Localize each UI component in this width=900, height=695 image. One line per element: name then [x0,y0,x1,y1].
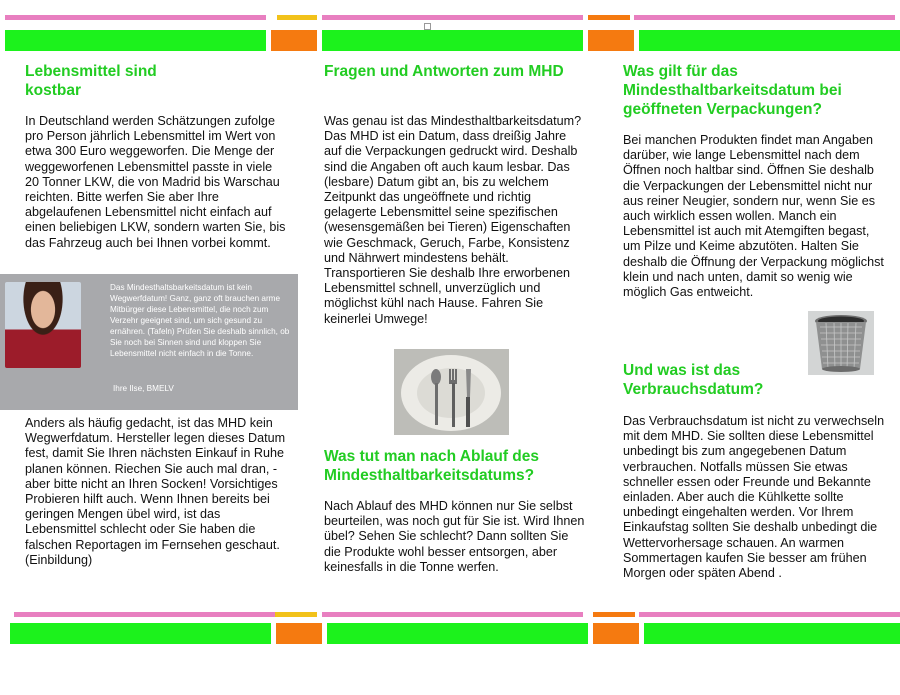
col3-heading-2: Und was ist das Verbrauchsdatum? [623,362,764,398]
bottom-pink-bar-3 [639,612,900,617]
bottom-orange-bar-2 [593,623,639,644]
top-pink-bar-2 [322,15,583,20]
bottom-green-bar-1 [10,623,271,644]
top-green-bar-3 [639,30,900,51]
top-green-bar-2 [322,30,583,51]
quote-box [0,274,298,410]
top-orange-bar-2 [588,30,634,51]
top-orange-bar-1 [271,30,317,51]
bottom-orange-bar-1 [276,623,322,644]
top-pink-bar-1 [5,15,266,20]
col2-paragraph-1: Was genau ist das Mindesthaltbarkeitsdatum? Das MHD ist ein Datum, dass dreißig Jahre auf die Verpackungen gedruckt wird. Deshalb sind die Angaben oft auch kaum lesbar. Das (lesbare) Datum gibt an, bis zu welchem Zeitpunkt das ungeöffnete und richtig gelagerte Lebensmittel seine spezifischen (wesensgemäßen bei Tieren) Eigenschaften wie Geschmack, Geruch, Farbe, Konsistenz und Nährwert mindestens behält. Transportieren Sie deshalb Ihre erworbenen Lebensmittel schnell, unverzüglich und möglichst kühl nach Hause. Fahren Sie keinerlei Umwege! [324,114,582,326]
bottom-yellow-bar-1 [275,612,317,617]
bottom-pink-bar-2 [322,612,583,617]
portrait-image [5,282,81,368]
plate-cutlery-icon [394,349,509,435]
top-orange-thin-bar [588,15,630,20]
bottom-pink-bar-1 [14,612,275,617]
col2-paragraph-2: Nach Ablauf des MHD können nur Sie selbst beurteilen, was noch gut für Sie ist. Wird Ihnen übel? Sehen Sie schlecht? Dann sollten Sie die Produkte wohl besser entsorgen, aber keinesfalls in die Tonne werfen. [324,499,585,574]
bottom-green-bar-2 [327,623,588,644]
bottom-orange-thin-bar [593,612,635,617]
quote-text: Das Mindesthaltsbarkeitsdatum ist kein Wegwerfdatum! Ganz, ganz oft brauchen arme Mitbürger diese Lebensmittel, die noch zum Verzehr geeignet sind, um sich gesund zu ernähren. (Tafeln) Prüfen Sie deshalb sinnlich, ob Sie noch bei Sinnen sind und kloppen Sie Lebensmittel nicht einfach in die Tonne. [110,283,290,358]
col3-paragraph-1: Bei manchen Produkten findet man Angaben darüber, wie lange Lebensmittel nach dem Öffnen noch haltbar sind. Öffnen Sie deshalb die Verpackungen der Lebensmittel nicht nur aus reiner Neugier, sondern nur, wenn Sie es auch wirklich essen wollen. Manch ein Lebensmittel ist auch mit Atemgiften begast, um Pilze und Keime abzutöten. Halten Sie deshalb die Öffnung der Verpackung möglichst klein und nach unten, damit so wenig wie möglich Gas entweicht. [623,133,884,300]
col1-paragraph-2: Anders als häufig gedacht, ist das MHD kein Wegwerfdatum. Hersteller legen dieses Datum fest, damit Sie Ihren nächsten Einkauf in Ruhe planen können. Riechen Sie auch mal dran, - aber bitte nicht an Ihren Socken! Vorsichtiges Probieren hilft auch. Wenn Ihnen bereits bei geringen Mengen übel wird, ist das Lebensmittel schlecht oder Sie haben die falschen Reportagen im Fernsehen geschaut. (Einbildung) [25,416,286,567]
fold-mark [424,23,431,30]
col3-heading-1: Was gilt für das Mindesthaltbarkeitsdatum bei geöffneten Verpackungen? [623,63,842,118]
col2-heading-2: Was tut man nach Ablauf des Mindesthaltbarkeitsdatums? [324,448,540,484]
col2-heading-1: Fragen und Antworten zum MHD [324,63,564,80]
plate-image [394,349,509,435]
top-pink-bar-3 [634,15,895,20]
top-green-bar-1 [5,30,266,51]
col1-heading: Lebensmittel sind kostbar [25,63,157,99]
top-yellow-bar-1 [277,15,317,20]
bottom-green-bar-3 [644,623,900,644]
quote-signature: Ihre Ilse, BMELV [113,384,174,393]
col1-paragraph-1: In Deutschland werden Schätzungen zufolge pro Person jährlich Lebensmittel im Wert von etwa 300 Euro weggeworfen. Die Menge der weggeworfenen Lebensmittel passte in viele 20 Tonner LKW, die von Madrid bis Warschau reichten. Bitte werfen Sie aber Ihre abgelaufenen Lebensmittel nicht einfach auf einen beliebigen LKW, sondern warten Sie, bis das Fahrzeug auch bei Ihnen vorbei kommt. [25,114,286,250]
col3-paragraph-2: Das Verbrauchsdatum ist nicht zu verwechseln mit dem MHD. Sie sollten diese Lebensmittel unbedingt bis zum angegebenen Datum verbrauchen. Notfalls müssen Sie etwas schneller essen oder Freunde und Bekannte einladen. Aber auch die Kühlkette sollte unbedingt eingehalten werden. Vor Ihrem Einkaufstag sollten Sie deshalb unbedingt die Wettervorhersage schauen. An warmen Sommertagen kaufen Sie besser am frühen Morgen oder späten Abend . [623,414,885,581]
